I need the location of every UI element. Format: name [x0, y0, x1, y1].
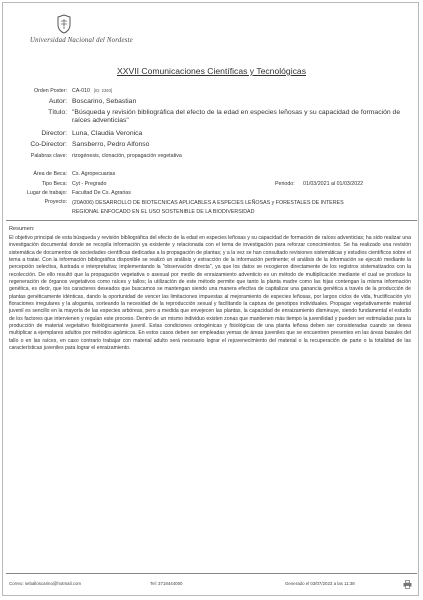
area-beca-label: Área de Beca:	[33, 171, 67, 177]
resumen-text: El objetivo principal de esta búsqueda y revisión bibliográfica del efecto de la edad en especies leñosas y su capacidad de formación de raíces adventicias; ha sido realizar una investigación documental donde se recopila información ya existente y relacionada con el tema de investigación para reforzar conocimientos. Se ha realizado una revisión sistemática de documentos de sociedades científicas dedicadas a la propagación de plantas; y a la vez se han consultado revisiones sistemáticas y estudios científicos sobre el tema a tratar. Con la información bibliográfica disponible se realizó un análisis y extracción de la información pertinente; el análisis de la información se ejecutó mediante la percepción selectiva, ilustrada e interpretativa; implementando la "observación directa", ya que los datos se recogieron directamente de los registros sistematizados con la recolección. De ello resultó que la propagación vegetativa o asexual por medio de enraizamiento adventicio es un método de multiplicación mediante el cual se produce la regeneración de órganos vegetativos como raíces y tallos; la utilización de este método permite que tanto la planta madre como las hijas contengan la misma información genética, es decir, que los caracteres deseados que buscamos se mantengan siendo una manera efectiva de capitalizar una ganancia genética a través de la producción de plantas genéticamente idénticas, dando la oportunidad de vencer las limitaciones impuestas al mejoramiento de especies leñosas, por largos ciclos de vida, fructificación y/o floraciones irregulares y la alogamia, sorteando la necesidad de la reproducción sexual y facilitando la captura de genotipos individuales. Propagar vegetativamente material juvenil es sencillo en la mayoría de las especies arbóreas, pero a medida que envejecen las plantas, la capacidad de enraizamiento disminuye, siendo fundamental el estudio de los factores que intervienen y regulan este proceso. Dentro de un mismo individuo existen zonas que mantienen más tiempo la juvenilidad y pueden ser estimuladas para la producción de material vegetativo fisiológicamente juvenil. Estas condiciones ontogénicas y fisiológicas de una planta leñosa deben ser consideradas cuando se desea multiplicar a ejemplares adultos por métodos agámicos. En estos casos deben ser empleadas yemas de áreas juveniles que se encuentren presentes en las áreas basales del tallo o en las raíces, en caso contrario trabajar con material adulto será necesario lograr el rejuvenecimiento del material o la recuperación de parte o la totalidad de las características juveniles para lograr el enraizamiento.	[9, 235, 411, 352]
university-seal-icon	[56, 14, 72, 34]
footer-divider	[6, 573, 417, 574]
director-value: Luna, Claudia Veronica	[72, 130, 143, 137]
co-director-label: Co-Director:	[30, 141, 67, 148]
university-name: Universidad Nacional del Nordeste	[30, 37, 133, 44]
autor-value: Boscarino, Sebastian	[72, 98, 137, 105]
tipo-beca-value: Cyt - Pregrado	[72, 181, 107, 187]
proyecto-value: (20A006) DESARROLLO DE BIOTECNICAS APLICABLES A ESPECIES LEÑOSAS y FORESTALES DE INTERES REGIONAL ENFOCADO EN EL USO SOSTENIBLE DE LA BIODIVERSIDAD	[72, 200, 344, 215]
orden-poster-value	[72, 88, 112, 94]
section-divider	[6, 220, 417, 221]
proyecto-label: Proyecto:	[44, 199, 67, 205]
orden-poster-code: CA-010	[72, 88, 90, 94]
event-title: XXVII Comunicaciones Científicas y Tecnológicas	[117, 66, 306, 76]
footer-phone: Tel: 3718444000	[150, 581, 183, 586]
resumen-label: Resumen:	[9, 226, 35, 232]
footer-email: Correo: seballoscarino@hotmail.com	[9, 581, 82, 586]
area-beca-value: Cs. Agropecuarias	[72, 171, 116, 177]
periodo-value: 01/03/2021 al 01/03/2022	[303, 181, 364, 187]
orden-poster-label: Orden Poster:	[34, 88, 67, 94]
lugar-trabajo-label: Lugar de trabajo:	[26, 190, 67, 196]
co-director-value: Sansberro, Pedro Alfonso	[72, 141, 150, 148]
tipo-beca-label: Tipo Beca:	[41, 181, 67, 187]
director-label: Director:	[41, 130, 67, 137]
palabras-clave-label: Palabras clave:	[30, 153, 67, 159]
titulo-value: "Búsqueda y revisión bibliográfica del efecto de la edad en especies leñosas y su capacidad de formación de raíces adventicias"	[72, 109, 401, 124]
footer-generated: Generado el 03/07/2023 a las 11:38	[285, 581, 355, 586]
printer-icon[interactable]	[403, 580, 412, 589]
periodo-label: Periodo:	[275, 181, 295, 187]
titulo-label: Título:	[48, 109, 67, 116]
autor-label: Autor:	[48, 98, 67, 105]
palabras-clave-value: rizogénesis, clonación, propagación vegetativa	[72, 153, 182, 159]
poster-id: [ID: 2393]	[93, 88, 113, 93]
lugar-trabajo-value: Facultad De Cs. Agrarias	[72, 190, 131, 196]
